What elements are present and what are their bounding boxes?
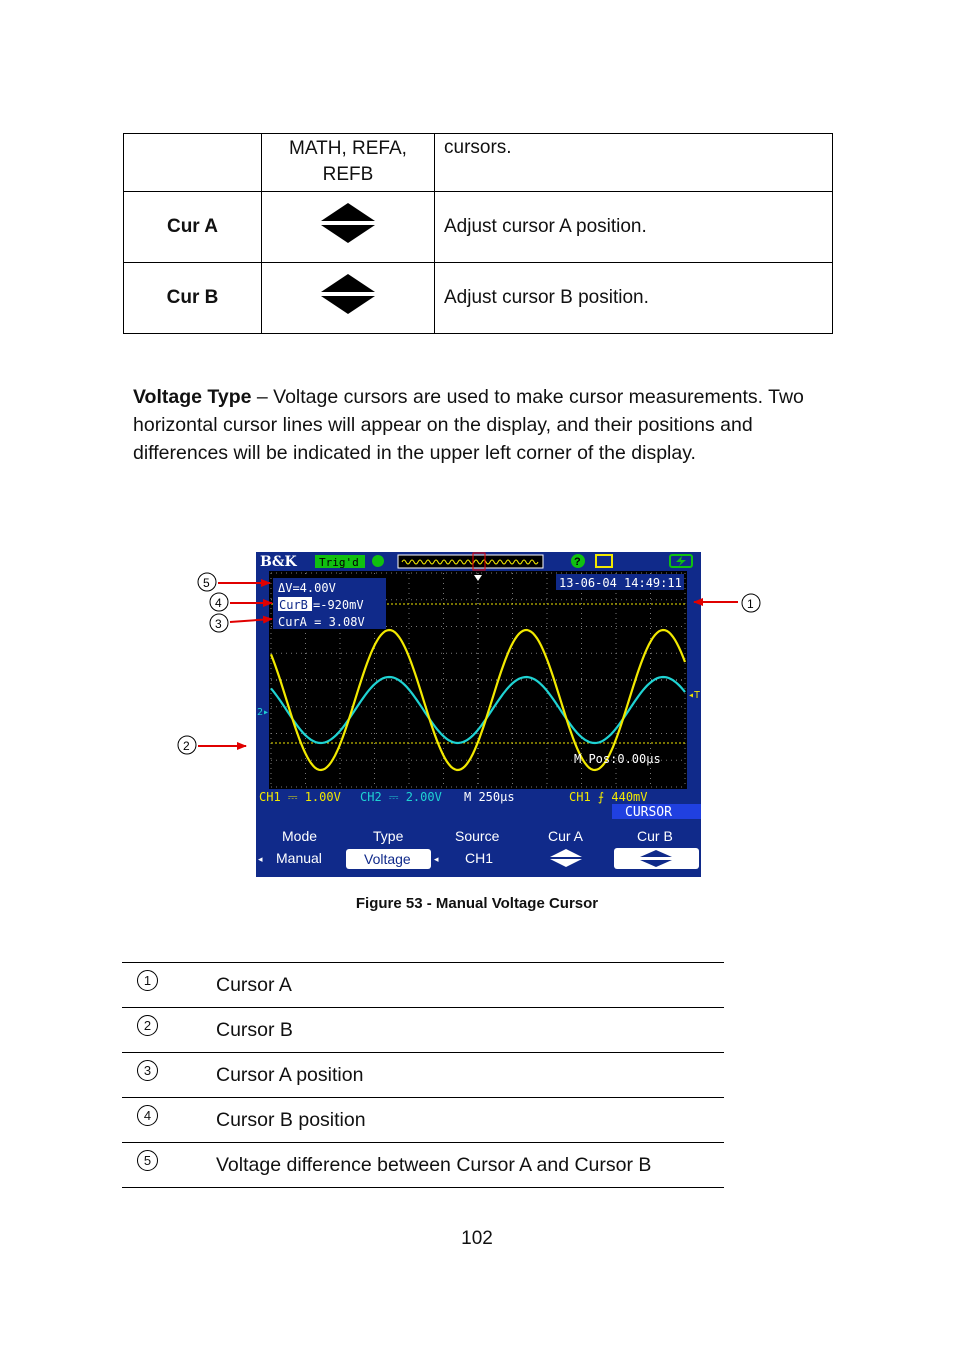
delta-v-readout: ΔV=4.00V: [278, 581, 336, 595]
row-description: Adjust cursor A position.: [435, 192, 833, 263]
timebase: M 250μs: [464, 790, 515, 804]
function-table: [123, 133, 833, 334]
legend-number: 1: [137, 970, 158, 991]
legend-number: 5: [137, 1150, 158, 1171]
softkey-label: Type: [373, 828, 404, 844]
help-icon-glyph: ?: [574, 556, 581, 568]
page-number: 102: [461, 1228, 493, 1249]
svg-text:2: 2: [183, 739, 190, 753]
svg-text:4: 4: [215, 596, 222, 610]
figure-caption: Figure 53 - Manual Voltage Cursor: [355, 895, 599, 912]
menu-title: CURSOR: [625, 805, 672, 820]
legend-text: Cursor B position: [216, 1098, 724, 1143]
legend-row: [122, 1053, 724, 1098]
ch2-scale: CH2 ⎓ 2.00V: [360, 790, 442, 804]
legend-row: [122, 1143, 724, 1188]
usb-icon: [372, 555, 384, 567]
up-down-arrow-icon: [319, 202, 377, 244]
legend-row: [122, 963, 724, 1008]
row-name: [124, 134, 262, 192]
row-description: cursors.: [435, 134, 833, 192]
ch2-ground-marker: 2▸: [257, 707, 270, 718]
callout-1: [694, 594, 760, 612]
svg-text:3: 3: [215, 617, 222, 631]
setting-line: MATH, REFA,: [289, 138, 407, 159]
legend-text: Cursor B: [216, 1008, 724, 1053]
softkey-label: Mode: [282, 828, 318, 844]
paragraph-text: – Voltage cursors are used to make cursor measurements. Two horizontal cursor lines will appear on the display, and their positions and differences will be indicated in the upper left corner of the display.: [133, 386, 804, 464]
softkey-label: Cur A: [548, 828, 584, 844]
softkey-value: Manual: [276, 850, 322, 866]
ch1-scale: CH1 ⎓ 1.00V: [259, 790, 341, 804]
svg-text:5: 5: [203, 576, 210, 590]
softkey-value: CH1: [465, 850, 494, 866]
legend-number: 2: [137, 1015, 158, 1036]
scope-svg: [170, 545, 770, 885]
softkey-label: Source: [455, 828, 500, 844]
select-arrow-icon: ◂: [434, 854, 439, 864]
svg-text:1: 1: [747, 597, 754, 611]
m-pos-readout: M Pos:0.00μs: [574, 752, 661, 766]
oscilloscope-screenshot: [170, 545, 770, 885]
up-down-arrow-icon: [319, 273, 377, 315]
row-name: Cur B: [124, 263, 262, 334]
datetime: 13-06-04 14:49:11: [559, 576, 682, 590]
setting-line: REFB: [322, 164, 374, 185]
row-description: Adjust cursor B position.: [435, 263, 833, 334]
trig-status-text: Trig'd: [319, 556, 359, 569]
softkey-value: Voltage: [364, 851, 411, 867]
voltage-type-paragraph: [133, 383, 833, 467]
legend-number: 3: [137, 1060, 158, 1081]
legend-number: 4: [137, 1105, 158, 1126]
legend-text: Cursor A position: [216, 1053, 724, 1098]
row-setting: [262, 134, 435, 192]
table-row: [124, 263, 833, 334]
cur-b-label: CurB: [279, 598, 308, 612]
term: Voltage Type: [133, 386, 252, 408]
trigger-readout: CH1 ⨍ 440mV: [569, 790, 648, 804]
waveform-overview: [398, 555, 543, 568]
brand-logo: B&K: [260, 554, 297, 570]
table-row: [124, 192, 833, 263]
row-name: Cur A: [124, 192, 262, 263]
callout-2: [178, 736, 246, 754]
table-row: [124, 134, 833, 192]
legend-table: [122, 962, 724, 1188]
legend-text: Cursor A: [216, 963, 724, 1008]
cur-a-readout: CurA = 3.08V: [278, 615, 365, 629]
trigger-level-marker: ◂T: [688, 690, 701, 701]
row-setting: [262, 192, 435, 263]
row-setting: [262, 263, 435, 334]
legend-row: [122, 1098, 724, 1143]
legend-row: [122, 1008, 724, 1053]
legend-text: Voltage difference between Cursor A and Cursor B: [216, 1143, 724, 1188]
cur-b-readout: =-920mV: [313, 598, 364, 612]
select-arrow-icon: ◂: [258, 854, 263, 864]
softkey-label: Cur B: [637, 828, 673, 844]
